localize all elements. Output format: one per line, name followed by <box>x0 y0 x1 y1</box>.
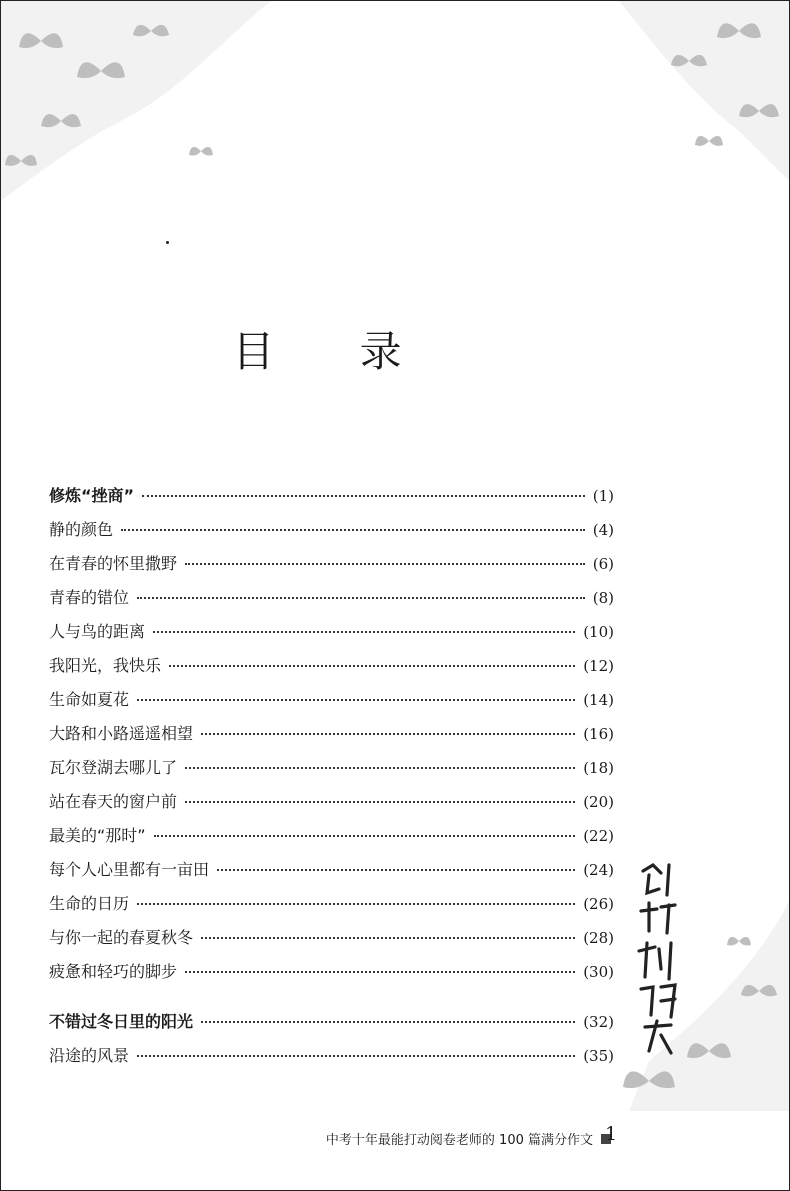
butterfly-icon <box>5 155 37 166</box>
page-number: 1 <box>605 1123 618 1145</box>
toc-entry-title: 修炼“挫商” <box>49 486 135 505</box>
toc-entry[interactable] <box>49 1043 614 1077</box>
butterfly-icon <box>741 985 777 996</box>
toc-entry-title: 在青春的怀里撒野 <box>49 554 178 573</box>
toc-entry-title: 生命的日历 <box>49 894 130 913</box>
toc-entry-page: (30) <box>583 963 614 981</box>
butterfly-icon <box>41 114 81 127</box>
toc-dot-leader <box>137 699 575 701</box>
toc-dot-leader <box>185 801 575 803</box>
toc-entry[interactable] <box>49 959 614 993</box>
butterfly-icon <box>739 104 779 117</box>
butterfly-icon <box>133 25 169 36</box>
toc-entry-title: 沿途的风景 <box>49 1046 130 1065</box>
toc-entry[interactable] <box>49 517 614 551</box>
toc-entry-title: 我阳光，我快乐 <box>49 656 162 675</box>
toc-entry[interactable] <box>49 789 614 823</box>
toc-entry-title: 疲惫和轻巧的脚步 <box>49 962 178 981</box>
toc-entry[interactable] <box>49 483 614 517</box>
toc-dot-leader <box>185 563 585 565</box>
toc-entry[interactable] <box>49 721 614 755</box>
stray-dot <box>166 241 169 244</box>
toc-entry-title: 青春的错位 <box>49 588 130 607</box>
toc-entry-title: 瓦尔登湖去哪儿了 <box>49 758 178 777</box>
toc-entry[interactable] <box>49 687 614 721</box>
toc-dot-leader <box>201 733 575 735</box>
toc-entry-page: (35) <box>583 1047 614 1065</box>
page-title: 目 录 <box>232 327 438 376</box>
toc-entry[interactable] <box>49 891 614 925</box>
footer <box>326 1129 611 1148</box>
toc-entry-title: 大路和小路遥遥相望 <box>49 724 194 743</box>
handwritten-signature <box>631 859 691 1059</box>
butterfly-icon <box>687 1043 731 1058</box>
footer-book-title: 中考十年最能打动阅卷老师的 100 篇满分作文 <box>325 1133 593 1148</box>
toc-dot-leader <box>137 903 575 905</box>
toc-entry[interactable] <box>49 551 614 585</box>
toc-entry-page: (12) <box>583 657 614 675</box>
toc-entry[interactable] <box>49 619 614 653</box>
toc-dot-leader <box>201 1021 575 1023</box>
toc-entry-page: (10) <box>583 623 614 641</box>
toc-entry-page: (22) <box>583 827 614 845</box>
butterfly-icon <box>671 55 707 66</box>
toc-entry-page: (24) <box>583 861 614 879</box>
toc-entry-title: 人与鸟的距离 <box>49 622 146 641</box>
toc-entry[interactable] <box>49 823 614 857</box>
toc-entry-title: 不错过冬日里的阳光 <box>49 1012 194 1031</box>
butterfly-icon <box>189 147 213 156</box>
toc-entry-page: (4) <box>592 521 614 539</box>
table-of-contents <box>49 483 614 1077</box>
toc-entry-page: (14) <box>583 691 614 709</box>
toc-entry[interactable] <box>49 585 614 619</box>
toc-entry-title: 站在春天的窗户前 <box>49 792 178 811</box>
butterfly-icon <box>727 937 751 946</box>
toc-entry-page: (8) <box>592 589 614 607</box>
toc-entry-page: (28) <box>583 929 614 947</box>
toc-dot-leader <box>154 835 576 837</box>
toc-dot-leader <box>137 1055 575 1057</box>
toc-entry-title: 与你一起的春夏秋冬 <box>49 928 194 947</box>
toc-entry-title: 最美的“那时” <box>49 826 146 845</box>
toc-entry[interactable] <box>49 857 614 891</box>
butterfly-decoration-top-right <box>579 1 789 181</box>
toc-entry-page: (6) <box>592 555 614 573</box>
toc-dot-leader <box>137 597 585 599</box>
butterfly-icon <box>717 23 761 38</box>
toc-entry-page: (18) <box>583 759 614 777</box>
toc-dot-leader <box>217 869 575 871</box>
toc-entry[interactable] <box>49 755 614 789</box>
toc-entry[interactable] <box>49 1009 614 1043</box>
butterfly-icon <box>623 1071 675 1088</box>
toc-dot-leader <box>153 631 575 633</box>
toc-entry-page: (1) <box>592 487 614 505</box>
toc-dot-leader <box>185 971 575 973</box>
toc-dot-leader <box>142 495 585 497</box>
toc-entry[interactable] <box>49 653 614 687</box>
toc-entry-title: 每个人心里都有一亩田 <box>49 860 210 879</box>
toc-entry[interactable] <box>49 925 614 959</box>
toc-dot-leader <box>185 767 575 769</box>
butterfly-decoration-top-left <box>1 1 271 201</box>
toc-entry-page: (16) <box>583 725 614 743</box>
toc-entry-title: 静的颜色 <box>49 520 114 539</box>
butterfly-icon <box>19 33 63 48</box>
toc-entry-page: (26) <box>583 895 614 913</box>
butterfly-icon <box>695 136 723 146</box>
butterfly-icon <box>77 62 125 78</box>
toc-entry-page: (32) <box>583 1013 614 1031</box>
toc-entry-title: 生命如夏花 <box>49 690 130 709</box>
toc-entry-page: (20) <box>583 793 614 811</box>
toc-dot-leader <box>169 665 575 667</box>
toc-dot-leader <box>121 529 585 531</box>
toc-dot-leader <box>201 937 575 939</box>
